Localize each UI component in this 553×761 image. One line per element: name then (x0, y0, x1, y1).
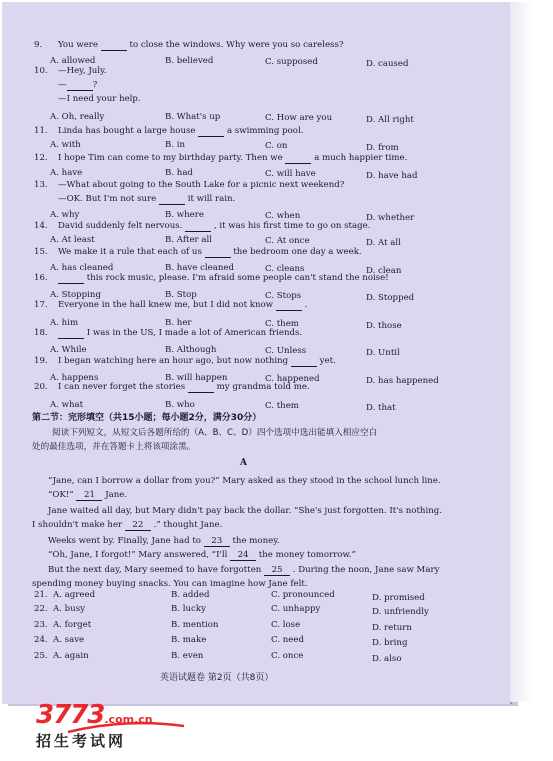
answer-option: B. After all (165, 235, 213, 245)
answer-option: A. happens (50, 373, 99, 383)
answer-option: C. unhappy (271, 604, 321, 614)
instruction-line-1: 阅读下列短文，从短文后各题所给的（A、B、C、D）四个选项中选出能填入相应空白 (52, 428, 378, 438)
answer-option: A. save (53, 635, 85, 645)
answer-option: D. bring (372, 638, 408, 648)
answer-option: B. where (165, 210, 204, 220)
question-number: 9. (34, 40, 43, 50)
question-text: —OK. But I'm not sure it will rain. (58, 194, 236, 204)
answer-option: C. Unless (265, 346, 307, 356)
answer-option: A. with (50, 140, 81, 150)
answer-option: D. also (372, 654, 402, 664)
blank-25: 25 (264, 565, 290, 576)
answer-option: B. had (165, 168, 193, 178)
passage-line: But the next day, Mary seemed to have forgotten 25 . During the noon, Jane saw Mary (48, 565, 440, 575)
answer-option: D. Stopped (366, 293, 415, 303)
answer-blank (291, 356, 317, 367)
answer-option: B. who (165, 400, 195, 410)
answer-option: A. allowed (50, 56, 96, 66)
passage-label: A (240, 458, 247, 468)
passage-line: “Jane, can I borrow a dollar from you?” Mary asked as they stood in the school lunch line. (48, 476, 441, 486)
page-footer: 英语试题卷 第2页（共8页） (160, 673, 274, 683)
question-number: 14. (34, 221, 48, 231)
answer-option: B. lucky (171, 604, 206, 614)
answer-option: A. forget (53, 620, 92, 630)
answer-option: A. While (50, 345, 87, 355)
answer-option: B. mention (171, 620, 219, 630)
question-text: —What about going to the South Lake for a picnic next weekend? (58, 180, 345, 190)
answer-blank (159, 194, 185, 205)
answer-option: A. At least (50, 235, 95, 245)
answer-option: B. Although (165, 345, 217, 355)
blank-21: 21 (76, 490, 102, 501)
answer-blank (58, 273, 84, 284)
passage-line: Weeks went by. Finally, Jane had to 23 the money. (48, 536, 280, 546)
question-number: 24. (34, 635, 48, 645)
question-text: You were to close the windows. Why were you so careless? (58, 40, 344, 50)
answer-blank (188, 382, 214, 393)
answer-option: C. At once (265, 236, 310, 246)
answer-blank (276, 300, 302, 311)
answer-option: D. that (366, 403, 396, 413)
question-text: — ? (58, 80, 98, 90)
answer-option: B. have cleaned (165, 263, 235, 273)
section-heading: 第二节：完形填空（共15小题；每小题2分，满分30分） (32, 413, 262, 423)
answer-option: B. even (171, 651, 204, 661)
answer-option: A. Oh, really (50, 112, 105, 122)
answer-option: A. him (50, 318, 79, 328)
answer-option: B. her (165, 318, 192, 328)
answer-option: D. At all (366, 238, 401, 248)
answer-option: C. lose (271, 620, 301, 630)
answer-option: B. will happen (165, 373, 228, 383)
passage-line: spending money buying snacks. You can imagine how Jane felt. (32, 579, 308, 589)
answer-option: D. those (366, 321, 402, 331)
question-text: I can never forget the stories my grandma told me. (58, 382, 310, 392)
answer-option: D. Until (366, 348, 400, 358)
answer-option: D. clean (366, 266, 402, 276)
answer-option: A. agreed (53, 590, 96, 600)
question-number: 15. (34, 247, 48, 257)
answer-option: D. whether (366, 213, 415, 223)
question-number: 16. (34, 273, 48, 283)
answer-option: D. promised (372, 593, 425, 603)
answer-option: C. on (265, 141, 288, 151)
answer-blank (58, 328, 84, 339)
question-text: Linda has bought a large house a swimming pool. (58, 126, 304, 136)
question-number: 21. (34, 590, 48, 600)
answer-option: C. supposed (265, 57, 318, 67)
answer-option: A. have (50, 168, 83, 178)
answer-option: D. have had (366, 171, 418, 181)
blank-23: 23 (204, 536, 230, 547)
question-text: this rock music, please. I'm afraid some people can't stand the noise! (58, 273, 389, 284)
question-number: 10. (34, 66, 48, 76)
passage-line: “Oh, Jane, I forgot!” Mary answered, “I'll 24 the money tomorrow.” (48, 550, 356, 560)
answer-option: D. from (366, 143, 399, 153)
passage-line: Jane waited all day, but Mary didn't pay back the dollar. “She's just forgotten. It's nothing. (48, 506, 442, 516)
answer-option: B. added (171, 590, 210, 600)
answer-blank (67, 80, 93, 91)
answer-option: C. them (265, 401, 299, 411)
answer-option: C. Stops (265, 291, 302, 301)
question-text: —Hey, July. (58, 66, 107, 76)
answer-option: D. has happened (366, 376, 439, 386)
answer-option: A. has cleaned (50, 263, 114, 273)
answer-option: B. in (165, 140, 186, 150)
question-number: 22. (34, 604, 48, 614)
answer-blank (285, 153, 311, 164)
answer-option: C. once (271, 651, 304, 661)
question-number: 25. (34, 651, 48, 661)
answer-option: C. pronounced (271, 590, 335, 600)
answer-option: D. All right (366, 115, 414, 125)
answer-option: B. make (171, 635, 207, 645)
answer-option: A. what (50, 400, 84, 410)
answer-option: C. need (271, 635, 304, 645)
question-number: 13. (34, 180, 48, 190)
question-text: I was in the US, I made a lot of American friends. (58, 328, 302, 339)
question-text: I began watching here an hour ago, but now nothing yet. (58, 356, 336, 366)
answer-blank (205, 247, 231, 258)
instruction-line-2: 处的最佳选项，并在答题卡上将该项涂黑。 (32, 442, 196, 452)
answer-option: A. Stopping (50, 290, 101, 300)
answer-option: A. busy (53, 604, 85, 614)
question-number: 23. (34, 620, 48, 630)
answer-blank (198, 126, 224, 137)
answer-option: A. why (50, 210, 80, 220)
answer-option: C. happened (265, 374, 320, 384)
answer-option: A. again (53, 651, 89, 661)
site-logo: 3773.com.cn 招生考试网 (36, 700, 153, 730)
question-number: 19. (34, 356, 48, 366)
question-text: Everyone in the hall knew me, but I did not know . (58, 300, 308, 310)
answer-option: B. What's up (165, 112, 221, 122)
answer-option: B. Stop (165, 290, 197, 300)
answer-option: B. believed (165, 56, 214, 66)
question-text: —I need your help. (58, 94, 141, 104)
passage-line: “OK!” 21 Jane. (48, 490, 128, 500)
answer-option: C. cleans (265, 264, 305, 274)
question-number: 12. (34, 153, 48, 163)
question-number: 18. (34, 328, 48, 338)
page-edge (510, 2, 534, 702)
question-text: David suddenly felt nervous. , it was his first time to go on stage. (58, 221, 371, 231)
answer-option: C. when (265, 211, 301, 221)
question-number: 17. (34, 300, 48, 310)
answer-option: C. How are you (265, 113, 333, 123)
question-text: We make it a rule that each of us the bedroom one day a week. (58, 247, 362, 257)
answer-blank (101, 40, 127, 51)
answer-option: C. will have (265, 169, 316, 179)
question-number: 11. (34, 126, 48, 136)
blank-22: 22 (125, 520, 151, 531)
answer-option: C. them (265, 319, 299, 329)
blank-24: 24 (230, 550, 256, 561)
answer-option: D. caused (366, 59, 409, 69)
question-number: 20. (34, 382, 48, 392)
answer-option: D. unfriendly (372, 607, 429, 617)
answer-option: D. return (372, 623, 412, 633)
question-text: I hope Tim can come to my birthday party. Then we a much happier time. (58, 153, 408, 163)
passage-line: I shouldn't make her 22 .” thought Jane. (32, 520, 223, 530)
answer-blank (185, 221, 211, 232)
